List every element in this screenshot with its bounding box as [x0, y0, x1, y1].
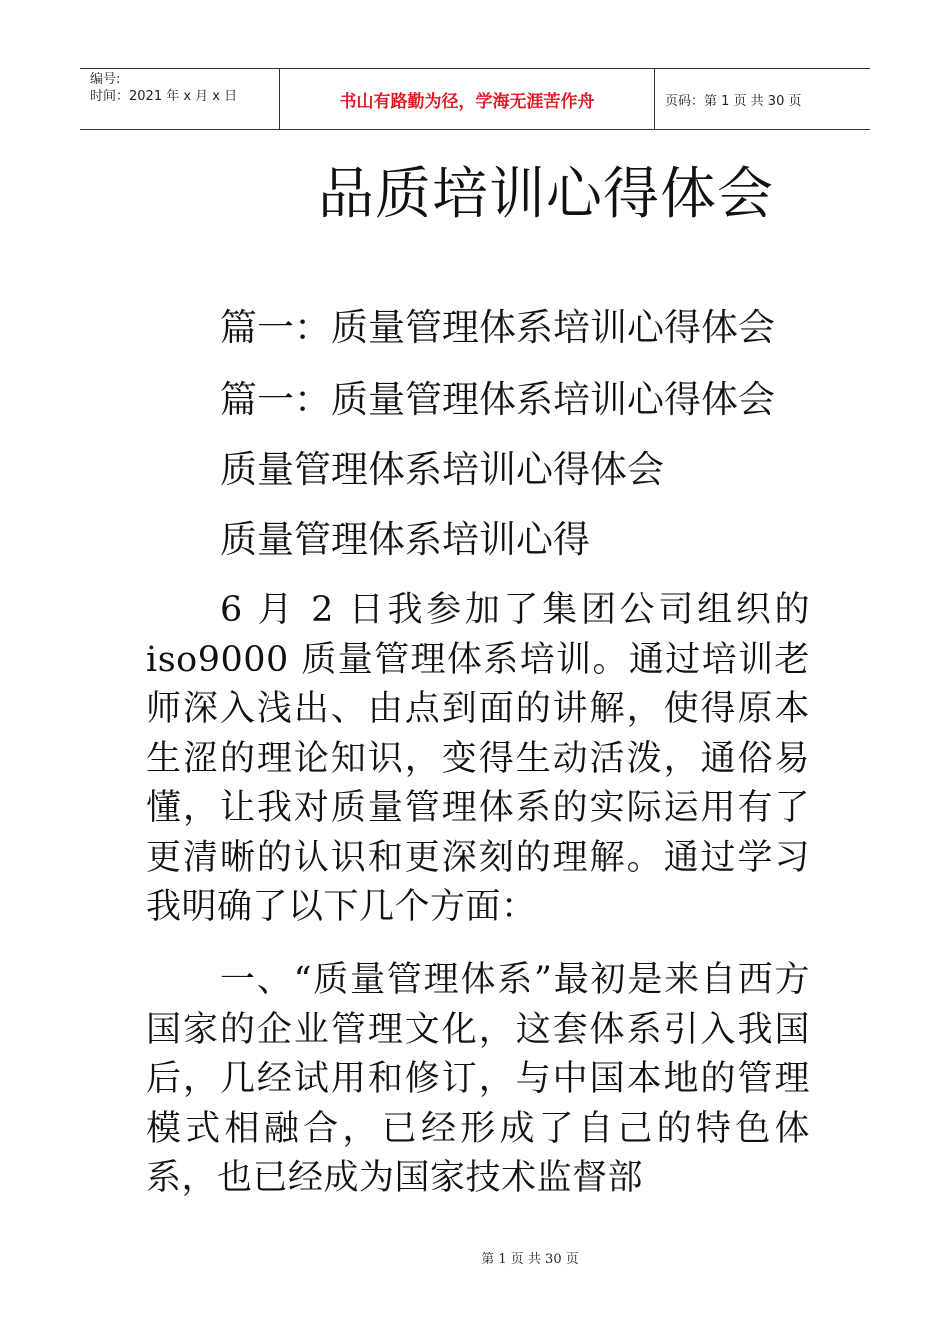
- subtitle-1: 篇一：质量管理体系培训心得体会: [220, 306, 775, 349]
- document-number-label: 编号:: [90, 72, 121, 87]
- subtitle-3: 质量管理体系培训心得体会: [220, 448, 664, 491]
- header-motto: 书山有路勤为径，学海无涯苦作舟: [280, 69, 655, 129]
- subtitle-2: 篇一：质量管理体系培训心得体会: [220, 378, 775, 421]
- document-title: 品质培训心得体会: [318, 162, 774, 227]
- document-time-label: 时间：2021 年 x 月 x 日: [90, 89, 238, 104]
- header-page-info: 页码：第 1 页 共 30 页: [665, 93, 802, 109]
- header-meta: [80, 69, 280, 129]
- page-footer: 第 1 页 共 30 页: [481, 1252, 579, 1267]
- subtitle-4: 质量管理体系培训心得: [220, 518, 590, 561]
- body-paragraph-2: 一、“质量管理体系”最初是来自西方国家的企业管理文化，这套体系引入我国后，几经试用和修订，与中国本地的管理模式相融合，已经形成了自己的特色体系，也已经成为国家技术监督部: [146, 960, 810, 1198]
- body-paragraph-1: 6 月 2 日我参加了集团公司组织的 iso9000 质量管理体系培训。通过培训老师深入浅出、由点到面的讲解，使得原本生涩的理论知识，变得生动活泼，通俗易懂，让我对质量管理体系的实际运用有了更清晰的认识和更深刻的理解。通过学习我明确了以下几个方面：: [146, 590, 810, 927]
- page-header: [80, 68, 870, 130]
